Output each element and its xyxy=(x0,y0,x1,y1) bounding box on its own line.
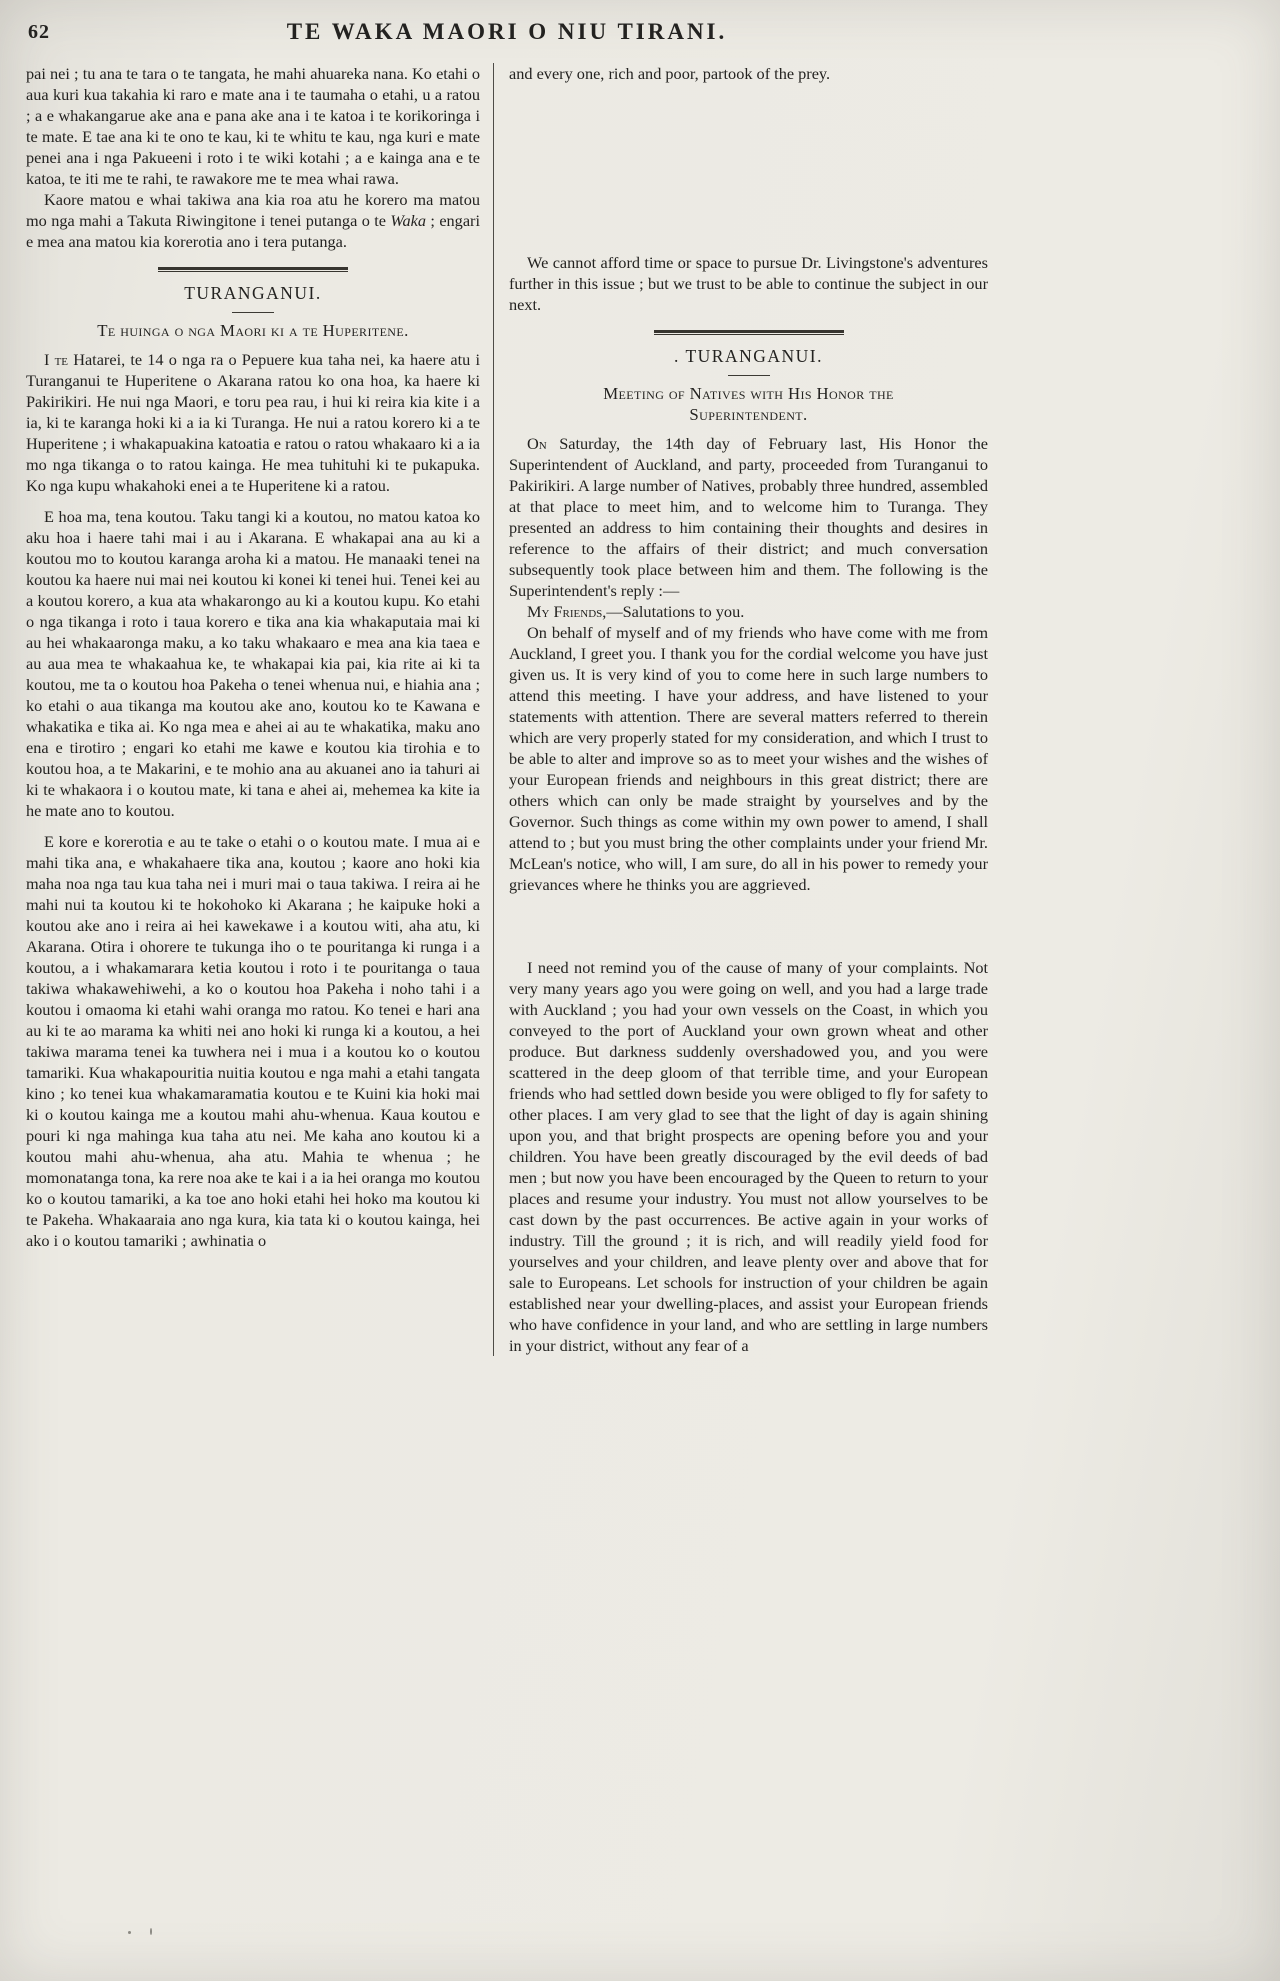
maori-paragraph-kaore xyxy=(26,189,480,252)
lead-in-small-caps: On xyxy=(527,434,547,453)
paragraph-text: Hatarei, te 14 o nga ra o Pepuere kua taha nei, ka haere atu i Turanganui te Huperitene o Akarana ratou ko ona hoa, ka haere ki Pakirikiri. He nui nga Maori, e toru pea rau, i hui ki reira kia kite i a ia, ki te karanga hoki ki a ia ki Turanga. He nui a ratou korero ki a te Huperitene ; i whakapuakina katoatia e ratou o ratou whakaaro ki a ia mo nga tikanga o to ratou kainga. He mea tuhituhi ki te pukapuka. Ko nga kupu whakahoki enei a te Huperitene ki a ratou. xyxy=(26,350,480,495)
article-divider-rule xyxy=(158,267,348,272)
maori-paragraph-ehoama: E hoa ma, tena koutou. Taku tangi ki a koutou, no matou katoa ko aku hoa i haere tahi mai i au i Akarana. E whakapai ana au ki a koutou mo to koutou karanga aroha ki a matou. He manaaki tenei na koutou ka haere nui mai nei koutou ki konei ki tenei hui. Tenei kei au a koutou korero, a kua ata whakarongo au ki a koutou kupu. Ko etahi o nga tikanga i roto i taua korero e tika ana kia whakaputaia mai ki au hei whakaaronga maku, a ko taku whakaaro e mea ana kia taea e au aua mea te whakaahua ke, te whakapai kia pai, kia rite ai ki ta koutou, me ta o koutou hoa Pakeha o tenei whenua nui, e hiahia ana ; ko etahi o aua tikanga ma koutou ake ano, koutou ko te Kawana e whakatika e tika ai. Ko nga mea e ahei ai au te whakatika, maku ano ena e tirotiro ; engari ko etahi me kawe e koutou kia tirohia e to koutou hoa, a te Makarini, e te mohio ana au akuanei ano ia tahuri ai ki te whakaora i o koutou mate, ki tana e ahei ai, mehemea ka kite ia he mate ano to koutou. xyxy=(26,507,480,820)
paragraph-text: —Salutations to you. xyxy=(606,602,745,621)
short-divider-rule xyxy=(232,312,274,313)
italic-word-waka: Waka xyxy=(390,211,426,230)
english-paragraph-behalf: On behalf of myself and of my friends who have come with me from Auckland, I greet you. I thank you for the cordial welcome you have just given us. It is very kind of you to come here in such large numbers to attend this meeting. I have your address, and have listened to your statements with attention. There are several matters referred to therein which are very properly stated for my consideration, and which I trust to be able to alter and improve so as to meet your wishes and the wishes of your European friends and neighbours in this great district; there are others which can only be made straight by yourselves and by the Governor. Such things as come within my own power to amend, I shall attend to ; but you must bring the other complaints under your friend Mr. McLean's notice, who will, I am sure, do all in his power to remedy your grievances where he thinks you are aggrieved. xyxy=(509,623,988,894)
right-column-english xyxy=(494,63,988,1356)
lead-in-small-caps: I te xyxy=(44,350,69,369)
left-column-maori xyxy=(26,63,493,1356)
english-paragraph-saturday xyxy=(509,433,988,601)
two-column-body xyxy=(26,63,988,1356)
article-heading-english xyxy=(509,383,988,425)
section-title-turanganui-maori: TURANGANUI. xyxy=(184,283,322,303)
salutation-small-caps: My Friends, xyxy=(527,602,607,621)
paragraph-text: Saturday, the 14th day of February last, His Honor the Superintendent of Auckland, and party, proceeded from Turanganui to Pakirikiri. A large number of Natives, probably three hundred, assembled at that place to meet him, and to welcome him to Turanga. They presented an address to him containing their thoughts and desires in reference to the affairs of their district; and much conversation subsequently took place between him and them. The following is the Superintendent's reply :— xyxy=(509,434,988,600)
short-divider-rule xyxy=(728,375,770,376)
maori-paragraph-ekore: E kore e korerotia e au te take o etahi o o koutou mate. I mua ai e mahi tika ana, e whakahaere tika ana, koutou ; kaore ano hoki kia maha noa nga tau kua taha nei i muri mai o taua takiwa. I reira ai he mahi nui ta koutou ki te hokohoko ki Akarana ; he kaipuke hoki a koutou ake ano i reira ai hei kawekawe i a koutou witi, aha atu, ki Akarana. Otira i ohorere te tukunga iho o te pouritanga ki runga i a koutou, a i whakamarara ketia koutou i roto i te pouritanga o taua takiwa whakawehiwehi, a ko o koutou hoa Pakeha i noho tahi i a koutou i omaoma ki etahi wahi oranga mo ratou. Ko tenei e hari ana au ki te ao marama ka whiti nei ano hoki ki runga ki a koutou, a hei takiwa marama tenei ka tuwhera nei i mua i a koutou ko o koutou tamariki. Kua whakapouritia nuitia koutou e nga mahi a etahi tangata kino ; ko tenei kua whakamaramatia koutou e te Kuini kia hoki mai ki o koutou kainga me a koutou mahi ahu-whenua. Kaua koutou e pouri ki nga mahinga kua taha atu nei. Me kaha ano koutou ki a koutou mahi ahu-whenua, aha atu. Mahia te whenua ; he momonatanga tona, ka rere noa ake te kai i a ia hei oranga mo koutou ko o koutou tamariki, a ka toe ano hoki etahi hei hoko ma koutou ki te Pakeha. Whakaaraia ano nga kura, kia tata ki o koutou kainga, hei ako i o koutou tamariki ; awhinatia o xyxy=(26,832,480,1250)
english-paragraph-continuation: and every one, rich and poor, partook of the prey. xyxy=(509,64,831,83)
maori-paragraph-continuation: pai nei ; tu ana te tara o te tangata, he mahi ahuareka nana. Ko etahi o aua kuri kua takahia ki raro e mate ana i te taumaha o etahi, u a ratou ; a e whakangarue ake ana e pana ake ana i te katoa i te korikoringa i te mate. E tae ana ki te ono te kau, ki te whitu te kau, nga kuri e mate penei ana i nga Pakueeni i roto i te wiki kotahi ; a e kainga ana e te katoa, te iti me te rahi, te rawakore me te mea whai rawa. xyxy=(26,64,480,188)
english-paragraph-remind: I need not remind you of the cause of many of your complaints. Not very many years ago you were going on well, and you had a large trade with Auckland ; you had your own vessels on the Coast, in which you conveyed to the port of Auckland your own grown wheat and other produce. But darkness suddenly overshadowed you, and you were scattered in the deep gloom of that terrible time, and your European friends who had settled down beside you were obliged to fly for safety to other places. I am very glad to see that the light of day is again shining upon you, and that bright prospects are opening before you and your children. You have been greatly discouraged by the evil deeds of bad men ; but now you have been encouraged by the Queen to return to your places and resume your industry. You must not allow yourselves to be cast down by the past occurrences. Be active again in your works of industry. Till the ground ; it is rich, and will readily yield food for yourselves and your children, and leave plenty over and above that for sale to Europeans. Let schools for instruction of your children be again established near your dwelling-places, and assist your European friends who have confidence in your land, and who are settling in large numbers in your district, without any fear of a xyxy=(509,958,988,1355)
article-heading-maori: Te huinga o nga Maori ki a te Huperitene. xyxy=(97,321,409,340)
page-number: 62 xyxy=(28,21,50,43)
article-divider-rule xyxy=(654,330,844,335)
newspaper-title: TE WAKA MAORI O NIU TIRANI. xyxy=(286,19,728,44)
english-paragraph-livingstone: We cannot afford time or space to pursue Dr. Livingstone's adventures further in this issue ; but we trust to be able to continue the subject in our next. xyxy=(509,253,988,314)
page-header xyxy=(26,16,988,54)
article-heading-line2: Superintendent. xyxy=(689,405,808,424)
section-title-turanganui-english: . TURANGANUI. xyxy=(674,346,823,366)
article-heading-line1: Meeting of Natives with His Honor the xyxy=(603,384,894,403)
newspaper-page xyxy=(26,16,988,1356)
maori-paragraph-hatarei xyxy=(26,349,480,496)
paragraph-text: ; engari e mea ana matou kia korerotia ano i tera putanga. xyxy=(26,211,480,251)
paragraph-text: Kaore matou e whai takiwa ana kia roa atu he korero ma matou mo nga mahi a Takuta Riwingitone i tenei putanga o te xyxy=(26,190,480,230)
ink-smudge xyxy=(128,1928,184,1936)
english-salutation-line xyxy=(509,601,988,622)
